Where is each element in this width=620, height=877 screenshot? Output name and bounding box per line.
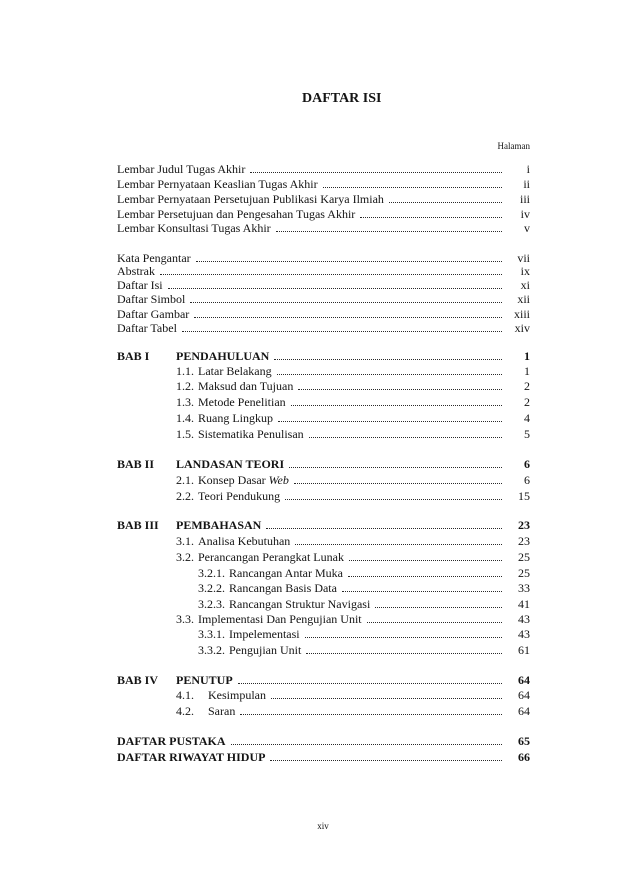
subsection-label: Impelementasi bbox=[229, 627, 300, 641]
toc-section bbox=[176, 488, 530, 504]
page-number: 23 bbox=[518, 534, 530, 548]
toc-entry bbox=[117, 320, 530, 336]
dot-leader bbox=[240, 714, 502, 715]
dot-leader bbox=[348, 576, 502, 577]
chapter-number: BAB III bbox=[117, 518, 159, 532]
page-number: 66 bbox=[518, 750, 530, 764]
page-number: 61 bbox=[518, 643, 530, 657]
page-number: v bbox=[524, 221, 530, 235]
page-number: 23 bbox=[518, 518, 530, 532]
section-number: 3.3. bbox=[176, 612, 194, 626]
page-number: xii bbox=[517, 292, 530, 306]
section-label: Implementasi Dan Pengujian Unit bbox=[198, 612, 362, 626]
dot-leader bbox=[285, 499, 502, 500]
page-number: 6 bbox=[524, 457, 530, 471]
page-number: 5 bbox=[524, 427, 530, 441]
dot-leader bbox=[375, 607, 502, 608]
toc-chapter bbox=[117, 672, 530, 688]
chapter-title: PEMBAHASAN bbox=[176, 518, 262, 532]
entry-label: DAFTAR PUSTAKA bbox=[117, 734, 226, 748]
dot-leader bbox=[298, 389, 502, 390]
page-number: 41 bbox=[518, 597, 530, 611]
footer-page-number: xiv bbox=[317, 821, 329, 831]
page-number: 65 bbox=[518, 734, 530, 748]
page-number: 2 bbox=[524, 379, 530, 393]
toc-section bbox=[176, 363, 530, 379]
page-number: i bbox=[526, 162, 530, 176]
dot-leader bbox=[367, 622, 502, 623]
page-number: 43 bbox=[518, 627, 530, 641]
page-number: 64 bbox=[518, 673, 530, 687]
entry-label: Lembar Pernyataan Persetujuan Publikasi Karya Ilmiah bbox=[117, 192, 384, 206]
toc-subsection bbox=[198, 596, 530, 612]
page-number: 25 bbox=[518, 566, 530, 580]
page-number: iv bbox=[520, 207, 530, 221]
page-number: 15 bbox=[518, 489, 530, 503]
page-title: DAFTAR ISI bbox=[302, 91, 382, 106]
toc-chapter bbox=[117, 517, 530, 533]
subsection-number: 3.2.2. bbox=[198, 581, 225, 595]
chapter-number: BAB II bbox=[117, 457, 155, 471]
chapter-title: LANDASAN TEORI bbox=[176, 457, 285, 471]
page-number: 4 bbox=[524, 411, 530, 425]
toc-entry bbox=[117, 161, 530, 177]
toc-chapter bbox=[117, 348, 530, 364]
dot-leader bbox=[196, 261, 502, 262]
page-number: ix bbox=[520, 264, 530, 278]
entry-label: DAFTAR RIWAYAT HIDUP bbox=[117, 750, 266, 764]
toc-section bbox=[176, 703, 530, 719]
dot-leader bbox=[323, 187, 502, 188]
subsection-number: 3.3.1. bbox=[198, 627, 225, 641]
toc-subsection bbox=[198, 642, 530, 658]
toc-section bbox=[176, 472, 530, 488]
section-label: Analisa Kebutuhan bbox=[198, 534, 291, 548]
toc-section bbox=[176, 533, 530, 549]
page-column-header: Halaman bbox=[497, 141, 530, 151]
page-number: ii bbox=[523, 177, 530, 191]
chapter-title: PENDAHULUAN bbox=[176, 349, 270, 363]
section-label: Teori Pendukung bbox=[198, 489, 281, 503]
page-number: xi bbox=[520, 278, 530, 292]
subsection-label: Pengujian Unit bbox=[229, 643, 302, 657]
section-number: 1.2. bbox=[176, 379, 194, 393]
dot-leader bbox=[278, 421, 502, 422]
entry-label: Abstrak bbox=[117, 264, 155, 278]
section-number: 1.4. bbox=[176, 411, 194, 425]
dot-leader bbox=[270, 760, 502, 761]
section-number: 4.1. bbox=[176, 688, 194, 702]
subsection-number: 3.2.3. bbox=[198, 597, 225, 611]
page-number: 64 bbox=[518, 688, 530, 702]
section-label: Latar Belakang bbox=[198, 364, 272, 378]
dot-leader bbox=[277, 374, 502, 375]
toc-entry bbox=[117, 291, 530, 307]
entry-label: Kata Pengantar bbox=[117, 251, 191, 265]
chapter-title: PENUTUP bbox=[176, 673, 233, 687]
entry-label: Lembar Judul Tugas Akhir bbox=[117, 162, 246, 176]
toc-section bbox=[176, 394, 530, 410]
section-number: 3.1. bbox=[176, 534, 194, 548]
section-number: 3.2. bbox=[176, 550, 194, 564]
page-number: 6 bbox=[524, 473, 530, 487]
chapter-number: BAB I bbox=[117, 349, 150, 363]
toc-section bbox=[176, 426, 530, 442]
subsection-label: Rancangan Antar Muka bbox=[229, 566, 343, 580]
dot-leader bbox=[190, 302, 502, 303]
dot-leader bbox=[306, 653, 502, 654]
toc-section bbox=[176, 687, 530, 703]
toc-back-matter bbox=[117, 733, 530, 749]
dot-leader bbox=[238, 683, 502, 684]
section-number: 2.1. bbox=[176, 473, 194, 487]
dot-leader bbox=[274, 359, 502, 360]
page-number: 43 bbox=[518, 612, 530, 626]
dot-leader bbox=[182, 331, 502, 332]
dot-leader bbox=[309, 437, 502, 438]
section-number: 1.3. bbox=[176, 395, 194, 409]
dot-leader bbox=[194, 317, 502, 318]
entry-label: Lembar Persetujuan dan Pengesahan Tugas Akhir bbox=[117, 207, 356, 221]
page-number: xiii bbox=[513, 307, 530, 321]
toc-chapter bbox=[117, 456, 530, 472]
page-number: vii bbox=[517, 251, 530, 265]
chapter-number: BAB IV bbox=[117, 673, 159, 687]
page-number: 25 bbox=[518, 550, 530, 564]
dot-leader bbox=[360, 217, 502, 218]
dot-leader bbox=[289, 467, 502, 468]
section-number: 2.2. bbox=[176, 489, 194, 503]
entry-label: Daftar Simbol bbox=[117, 292, 186, 306]
page-number: 64 bbox=[518, 704, 530, 718]
entry-label: Daftar Gambar bbox=[117, 307, 190, 321]
section-number: 1.1. bbox=[176, 364, 194, 378]
section-label: Maksud dan Tujuan bbox=[198, 379, 294, 393]
section-label: Ruang Lingkup bbox=[198, 411, 273, 425]
dot-leader bbox=[271, 698, 502, 699]
dot-leader bbox=[168, 288, 502, 289]
page-number: 1 bbox=[524, 364, 530, 378]
subsection-label: Rancangan Struktur Navigasi bbox=[229, 597, 371, 611]
toc-subsection bbox=[198, 565, 530, 581]
toc-section bbox=[176, 611, 530, 627]
dot-leader bbox=[266, 528, 502, 529]
dot-leader bbox=[231, 744, 502, 745]
page-number: 2 bbox=[524, 395, 530, 409]
dot-leader bbox=[276, 231, 502, 232]
toc-entry bbox=[117, 191, 530, 207]
entry-label: Lembar Pernyataan Keaslian Tugas Akhir bbox=[117, 177, 318, 191]
section-label: Sistematika Penulisan bbox=[198, 427, 304, 441]
page-number: 33 bbox=[518, 581, 530, 595]
dot-leader bbox=[389, 202, 502, 203]
section-label: Metode Penelitian bbox=[198, 395, 286, 409]
toc-entry bbox=[117, 176, 530, 192]
subsection-number: 3.3.2. bbox=[198, 643, 225, 657]
section-label: Saran bbox=[208, 704, 236, 718]
entry-label: Lembar Konsultasi Tugas Akhir bbox=[117, 221, 271, 235]
dot-leader bbox=[349, 560, 502, 561]
subsection-label: Rancangan Basis Data bbox=[229, 581, 337, 595]
subsection-number: 3.2.1. bbox=[198, 566, 225, 580]
toc-subsection bbox=[198, 580, 530, 596]
section-label-italic: Web bbox=[268, 473, 289, 487]
page-number: xiv bbox=[514, 321, 530, 335]
toc-back-matter bbox=[117, 749, 530, 765]
section-number: 4.2. bbox=[176, 704, 194, 718]
dot-leader bbox=[250, 172, 502, 173]
toc-entry bbox=[117, 220, 530, 236]
section-number: 1.5. bbox=[176, 427, 194, 441]
dot-leader bbox=[342, 591, 502, 592]
section-label: Kesimpulan bbox=[208, 688, 266, 702]
toc-section bbox=[176, 410, 530, 426]
page-number: 1 bbox=[524, 349, 530, 363]
toc-section bbox=[176, 378, 530, 394]
dot-leader bbox=[305, 637, 502, 638]
page-number: iii bbox=[519, 192, 530, 206]
dot-leader bbox=[295, 544, 502, 545]
toc-section bbox=[176, 549, 530, 565]
dot-leader bbox=[160, 274, 502, 275]
entry-label: Daftar Tabel bbox=[117, 321, 177, 335]
section-label: Konsep Dasar bbox=[198, 473, 266, 487]
dot-leader bbox=[294, 483, 502, 484]
dot-leader bbox=[291, 405, 502, 406]
section-label: Perancangan Perangkat Lunak bbox=[198, 550, 344, 564]
entry-label: Daftar Isi bbox=[117, 278, 163, 292]
toc-subsection bbox=[198, 626, 530, 642]
